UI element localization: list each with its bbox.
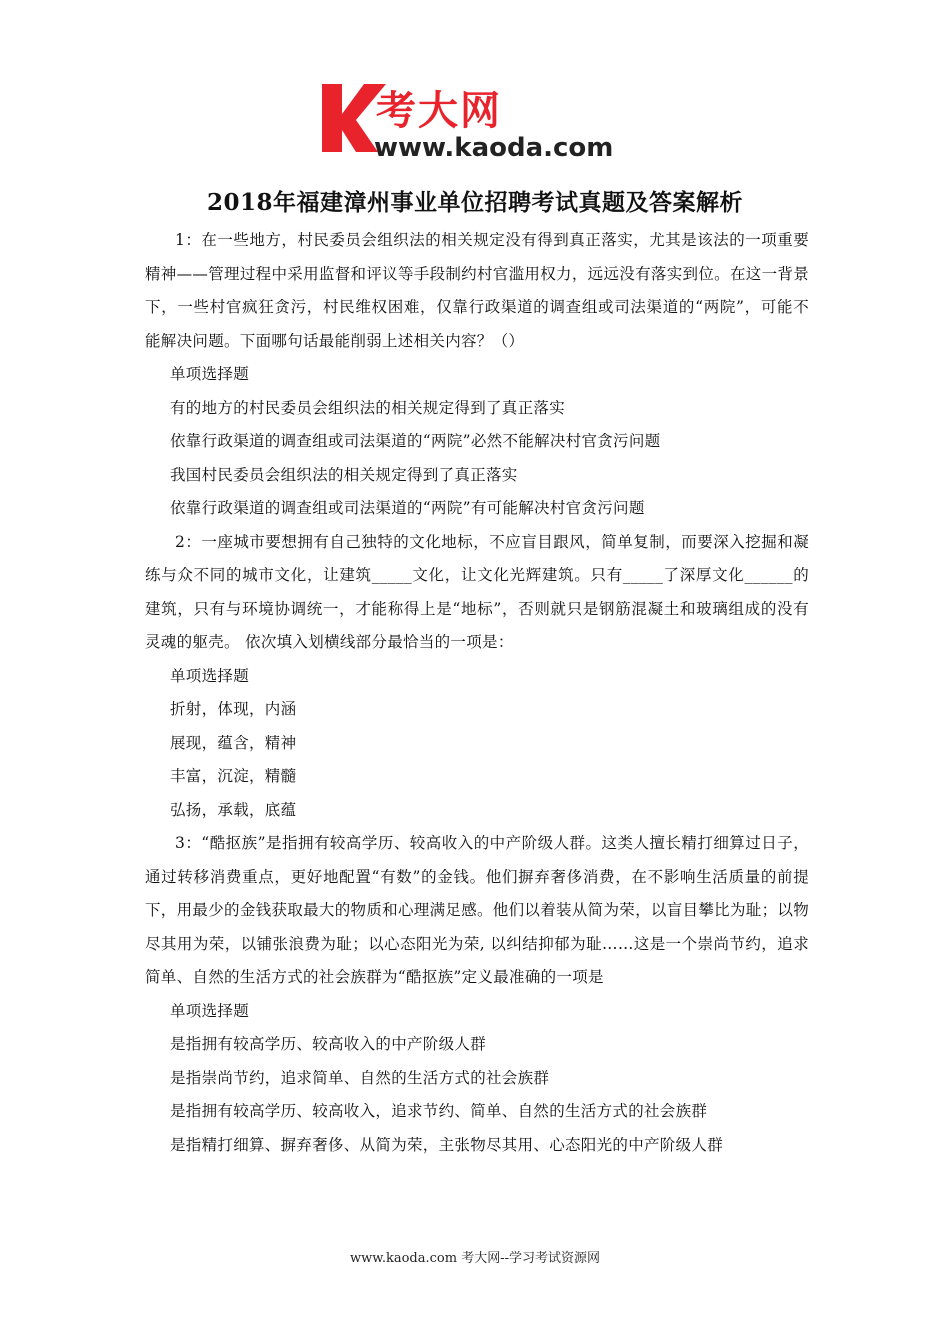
option-item: 我国村民委员会组织法的相关规定得到了真正落实	[170, 465, 518, 484]
question-1	[145, 224, 809, 526]
kaoda-logo	[318, 78, 638, 160]
option-item: 是指精打细算、摒弃奢侈、从简为荣，主张物尽其用、心态阳光的中产阶级人群	[170, 1135, 724, 1154]
page-footer: www.kaoda.com 考大网--学习考试资源网	[350, 1251, 600, 1266]
logo-url-text: www.kaoda.com	[374, 133, 614, 160]
question-type: 单项选择题	[170, 666, 250, 685]
question-text: 2：一座城市要想拥有自己独特的文化地标，不应盲目跟风，简单复制，而要深入挖掘和凝练与众不同的城市文化，让建筑_____文化，让文化光辉建筑。只有_____了深厚文化______的建筑，只有与环境协调统一，才能称得上是“地标”，否则就只是钢筋混凝土和玻璃组成的没有灵魂的躯壳。 依次填入划横线部分最恰当的一项是：	[145, 532, 809, 651]
option-item: 是指拥有较高学历、较高收入，追求节约、简单、自然的生活方式的社会族群	[170, 1102, 708, 1120]
question-text: 1：在一些地方，村民委员会组织法的相关规定没有得到真正落实，尤其是该法的一项重要精神——管理过程中采用监督和评议等手段制约村官滥用权力，远远没有落实到位。在这一背景下，一些村官疯狂贪污，村民维权困难，仅靠行政渠道的调查组或司法渠道的“两院”，可能不能解决问题。下面哪句话最能削弱上述相关内容？（）	[145, 231, 809, 350]
question-2	[145, 526, 809, 828]
option-item: 有的地方的村民委员会组织法的相关规定得到了真正落实	[170, 398, 566, 417]
option-item: 丰富，沉淀，精髓	[170, 767, 297, 785]
page-title: 2018年福建漳州事业单位招聘考试真题及答案解析	[206, 189, 743, 216]
question-3	[145, 827, 809, 1162]
kaoda-logo-graphic	[318, 78, 638, 160]
question-type: 单项选择题	[170, 365, 250, 383]
option-item: 依靠行政渠道的调查组或司法渠道的“两院”必然不能解决村官贪污问题	[170, 432, 661, 450]
option-item: 是指崇尚节约，追求简单、自然的生活方式的社会族群	[170, 1068, 550, 1087]
option-item: 展现，蕴含，精神	[170, 733, 297, 752]
logo-cn-text: 考大网	[376, 88, 502, 134]
question-type: 单项选择题	[170, 1001, 250, 1020]
option-item: 弘扬，承载，底蕴	[170, 800, 297, 819]
option-item: 依靠行政渠道的调查组或司法渠道的“两院”有可能解决村官贪污问题	[170, 499, 645, 517]
question-list	[145, 224, 809, 1162]
option-item: 折射，体现，内涵	[170, 700, 297, 718]
option-item: 是指拥有较高学历、较高收入的中产阶级人群	[170, 1035, 487, 1053]
question-text: 3：“酷抠族”是指拥有较高学历、较高收入的中产阶级人群。这类人擅长精打细算过日子，通过转移消费重点，更好地配置“有数”的金钱。他们摒弃奢侈消费，在不影响生活质量的前提下，用最少的金钱获取最大的物质和心理满足感。他们以着装从简为荣，以盲目攀比为耻；以物尽其用为荣，以铺张浪费为耻；以心态阳光为荣, 以纠结抑郁为耻……这是一个崇尚节约，追求简单、自然的生活方式的社会族群为“酷抠族”定义最准确的一项是	[145, 834, 809, 986]
